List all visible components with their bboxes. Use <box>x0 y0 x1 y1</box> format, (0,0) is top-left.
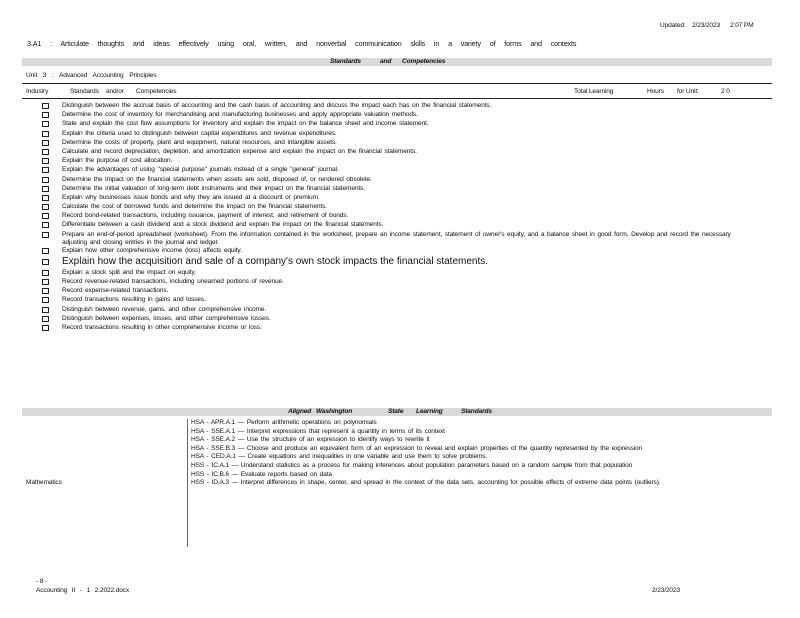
checkbox-icon <box>42 149 49 155</box>
competency-text: Record bond-related transactions, including issuance, payment of interest, and retirement of bonds. <box>62 212 349 220</box>
checkbox-icon <box>42 232 49 238</box>
checkbox-icon <box>42 259 49 265</box>
list-item <box>42 306 757 315</box>
competency-text: Record transactions resulting in other comprehensive income or loss. <box>62 323 262 331</box>
checkbox-icon <box>42 325 49 331</box>
competency-text: Calculate and record depreciation, depletion, and amortization expense and explain the impact on the financial statements. <box>62 147 417 155</box>
aligned-band-a: Aligned <box>288 408 312 415</box>
checkbox-icon <box>42 131 49 137</box>
standards-header: Standards <box>70 88 99 95</box>
competency-text: Explain how other comprehensive income (loss) affects equity. <box>62 246 242 254</box>
hours-label: Hours <box>647 88 664 95</box>
list-item <box>42 269 757 278</box>
aligned-band-e: Standards <box>461 408 492 415</box>
list-item: HSA - SSE.B.3 — Choose and produce an equivalent form of an expression to reveal and explain properties of the quantity represented by the expression <box>191 444 643 452</box>
competency-text: Explain a stock split and the impact on equity. <box>62 268 196 276</box>
subject-label: Mathematics <box>26 479 62 486</box>
standards-band <box>22 58 772 66</box>
list-item <box>42 157 757 166</box>
checkbox-icon <box>42 222 49 228</box>
competency-text: Explain how the acquisition and sale of a company's own stock impacts the financial statements. <box>62 255 489 267</box>
list-item <box>42 315 757 324</box>
list-item <box>42 221 757 230</box>
section-divider <box>187 419 188 547</box>
for-unit-label: for Unit: <box>677 88 699 95</box>
list-item: HSA - CED.A.1 — Create equations and inequalities in one variable and use them to solve problems. <box>191 453 488 461</box>
list-item <box>42 166 757 175</box>
competency-text: Distinguish between revenue, gains, and other comprehensive income. <box>62 305 267 313</box>
list-item <box>42 296 757 305</box>
competency-text: Distinguish between the accrual basis of accounting and the cash basis of accounting and discuss the impact each has on the financial statements. <box>62 102 492 109</box>
list-item <box>42 185 757 194</box>
list-item <box>42 247 757 256</box>
list-item: HSS - IC.B.6 — Evaluate reports based on data <box>191 470 332 478</box>
aligned-band-c: State <box>388 408 404 415</box>
competency-text: Explain the advantages of using "special purpose" journals instead of a single "general" journal. <box>62 166 339 174</box>
aligned-band-b: Washington <box>316 408 353 415</box>
standard-statement: 3.A1 : Articulate thoughts and ideas effectively using oral, written, and nonverbal communication skills in a variety of forms and contexts <box>27 39 577 48</box>
list-item <box>42 203 757 212</box>
updated-time: 2:07 PM <box>730 22 754 29</box>
hours-value: 2 0 <box>721 88 730 95</box>
checkbox-icon <box>42 213 49 219</box>
checkbox-icon <box>42 158 49 164</box>
list-item <box>42 139 757 148</box>
checkbox-icon <box>42 297 49 303</box>
checkbox-icon <box>42 270 49 276</box>
list-item <box>42 287 757 296</box>
competency-text: Record revenue-related transactions, including unearned portions of revenue. <box>62 278 284 285</box>
checkbox-icon <box>42 121 49 127</box>
list-item <box>42 231 757 247</box>
checkbox-icon <box>42 112 49 118</box>
list-item <box>42 130 757 139</box>
competency-text: Determine the cost of inventory for merchandising and manufacturing businesses and apply appropriate valuation methods. <box>62 111 418 119</box>
updated-label: Updated: <box>660 22 686 29</box>
checkbox-icon <box>42 195 49 201</box>
checkbox-icon <box>42 103 49 109</box>
competency-text: Prepare an end-of-period spreadsheet (worksheet). From the information contained in the worksheet, prepare an income statement, statement of owner's equity, and a balance sheet in good form. Develop and record the necessary adjusting and closing entries in the journal and ledger. <box>62 230 731 246</box>
aligned-band-d: Learning <box>416 408 443 415</box>
checkbox-icon <box>42 288 49 294</box>
list-item <box>42 148 757 157</box>
updated-date: 2/23/2023 <box>692 22 720 29</box>
list-item <box>42 111 757 120</box>
competency-text: Explain the purpose of cost allocation. <box>62 157 173 165</box>
list-item <box>42 278 757 287</box>
page-number: - 8 - <box>36 578 47 585</box>
competency-list <box>42 102 757 333</box>
list-item <box>42 256 757 269</box>
total-learning-label: Total Learning <box>574 88 614 95</box>
industry-header: Industry <box>26 88 49 95</box>
list-item <box>42 120 757 129</box>
footer-date: 2/23/2023 <box>652 587 680 594</box>
checkbox-icon <box>42 316 49 322</box>
checkbox-icon <box>42 279 49 285</box>
checkbox-icon <box>42 248 49 254</box>
andor-header: and/or <box>106 88 124 95</box>
list-item <box>42 324 757 333</box>
competency-text: Distinguish between expenses, losses, and other comprehensive losses. <box>62 314 271 322</box>
competency-text: Explain why businesses issue bonds and why they are issued at a discount or premium. <box>62 193 320 201</box>
competency-text: Determine the initial valuation of long-term debt instruments and their impact on the financial statements. <box>62 184 365 192</box>
standards-band-a: Standards <box>330 58 361 65</box>
competency-text: Record expense-related transactions. <box>62 287 169 295</box>
list-item <box>42 194 757 203</box>
standards-band-b: and <box>380 58 392 65</box>
list-item <box>42 212 757 221</box>
competency-text: State and explain the cost flow assumptions for inventory and explain the impact on the balance sheet and income statement. <box>62 120 429 128</box>
competencies-header: Competencies <box>136 88 177 95</box>
industry-divider <box>22 98 772 99</box>
checkbox-icon <box>42 167 49 173</box>
competency-text: Calculate the cost of borrowed funds and determine the impact on the financial statements. <box>62 203 327 211</box>
list-item <box>42 176 757 185</box>
list-item: HSA - APR.A.1 — Perform arithmetic operations on polynomials <box>191 419 377 426</box>
checkbox-icon <box>42 307 49 313</box>
list-item <box>42 102 757 111</box>
unit-title: Unit 3 : Advanced Accounting Principles <box>26 72 157 79</box>
list-item: HSS - ID.A.3 — Interpret differences in shape, center, and spread in the context of the data sets, accounting for possible effects of extreme data points (outliers). <box>191 479 661 487</box>
footer-filename: Accounting II - 1 2.2022.docx <box>36 587 130 594</box>
list-item: HSA - SSE.A.1 — Interpret expressions that represent a quantity in terms of its context <box>191 427 445 435</box>
list-item: HSA - SSE.A.2 — Use the structure of an expression to identify ways to rewrite it <box>191 436 430 444</box>
competency-text: Determine the costs of property, plant and equipment, natural resources, and intangible assets. <box>62 138 337 146</box>
list-item: HSS - IC.A.1 — Understand statistics as a process for making inferences about population parameters based on a random sample from that population <box>191 461 633 469</box>
checkbox-icon <box>42 204 49 210</box>
checkbox-icon <box>42 140 49 146</box>
math-standards-list <box>191 419 746 488</box>
competency-text: Determine the impact on the financial statements when assets are sold, disposed of, or rendered obsolete. <box>62 175 372 183</box>
checkbox-icon <box>42 177 49 183</box>
unit-divider <box>22 83 772 84</box>
competency-text: Differentiate between a cash dividend and a stock dividend and explain the impact on the financial statements. <box>62 221 384 229</box>
checkbox-icon <box>42 186 49 192</box>
competency-text: Record transactions resulting in gains and losses. <box>62 296 206 304</box>
competency-text: Explain the criteria used to distinguish between capital expenditures and revenue expenditures. <box>62 129 337 137</box>
standards-band-c: Competencies <box>402 58 446 65</box>
